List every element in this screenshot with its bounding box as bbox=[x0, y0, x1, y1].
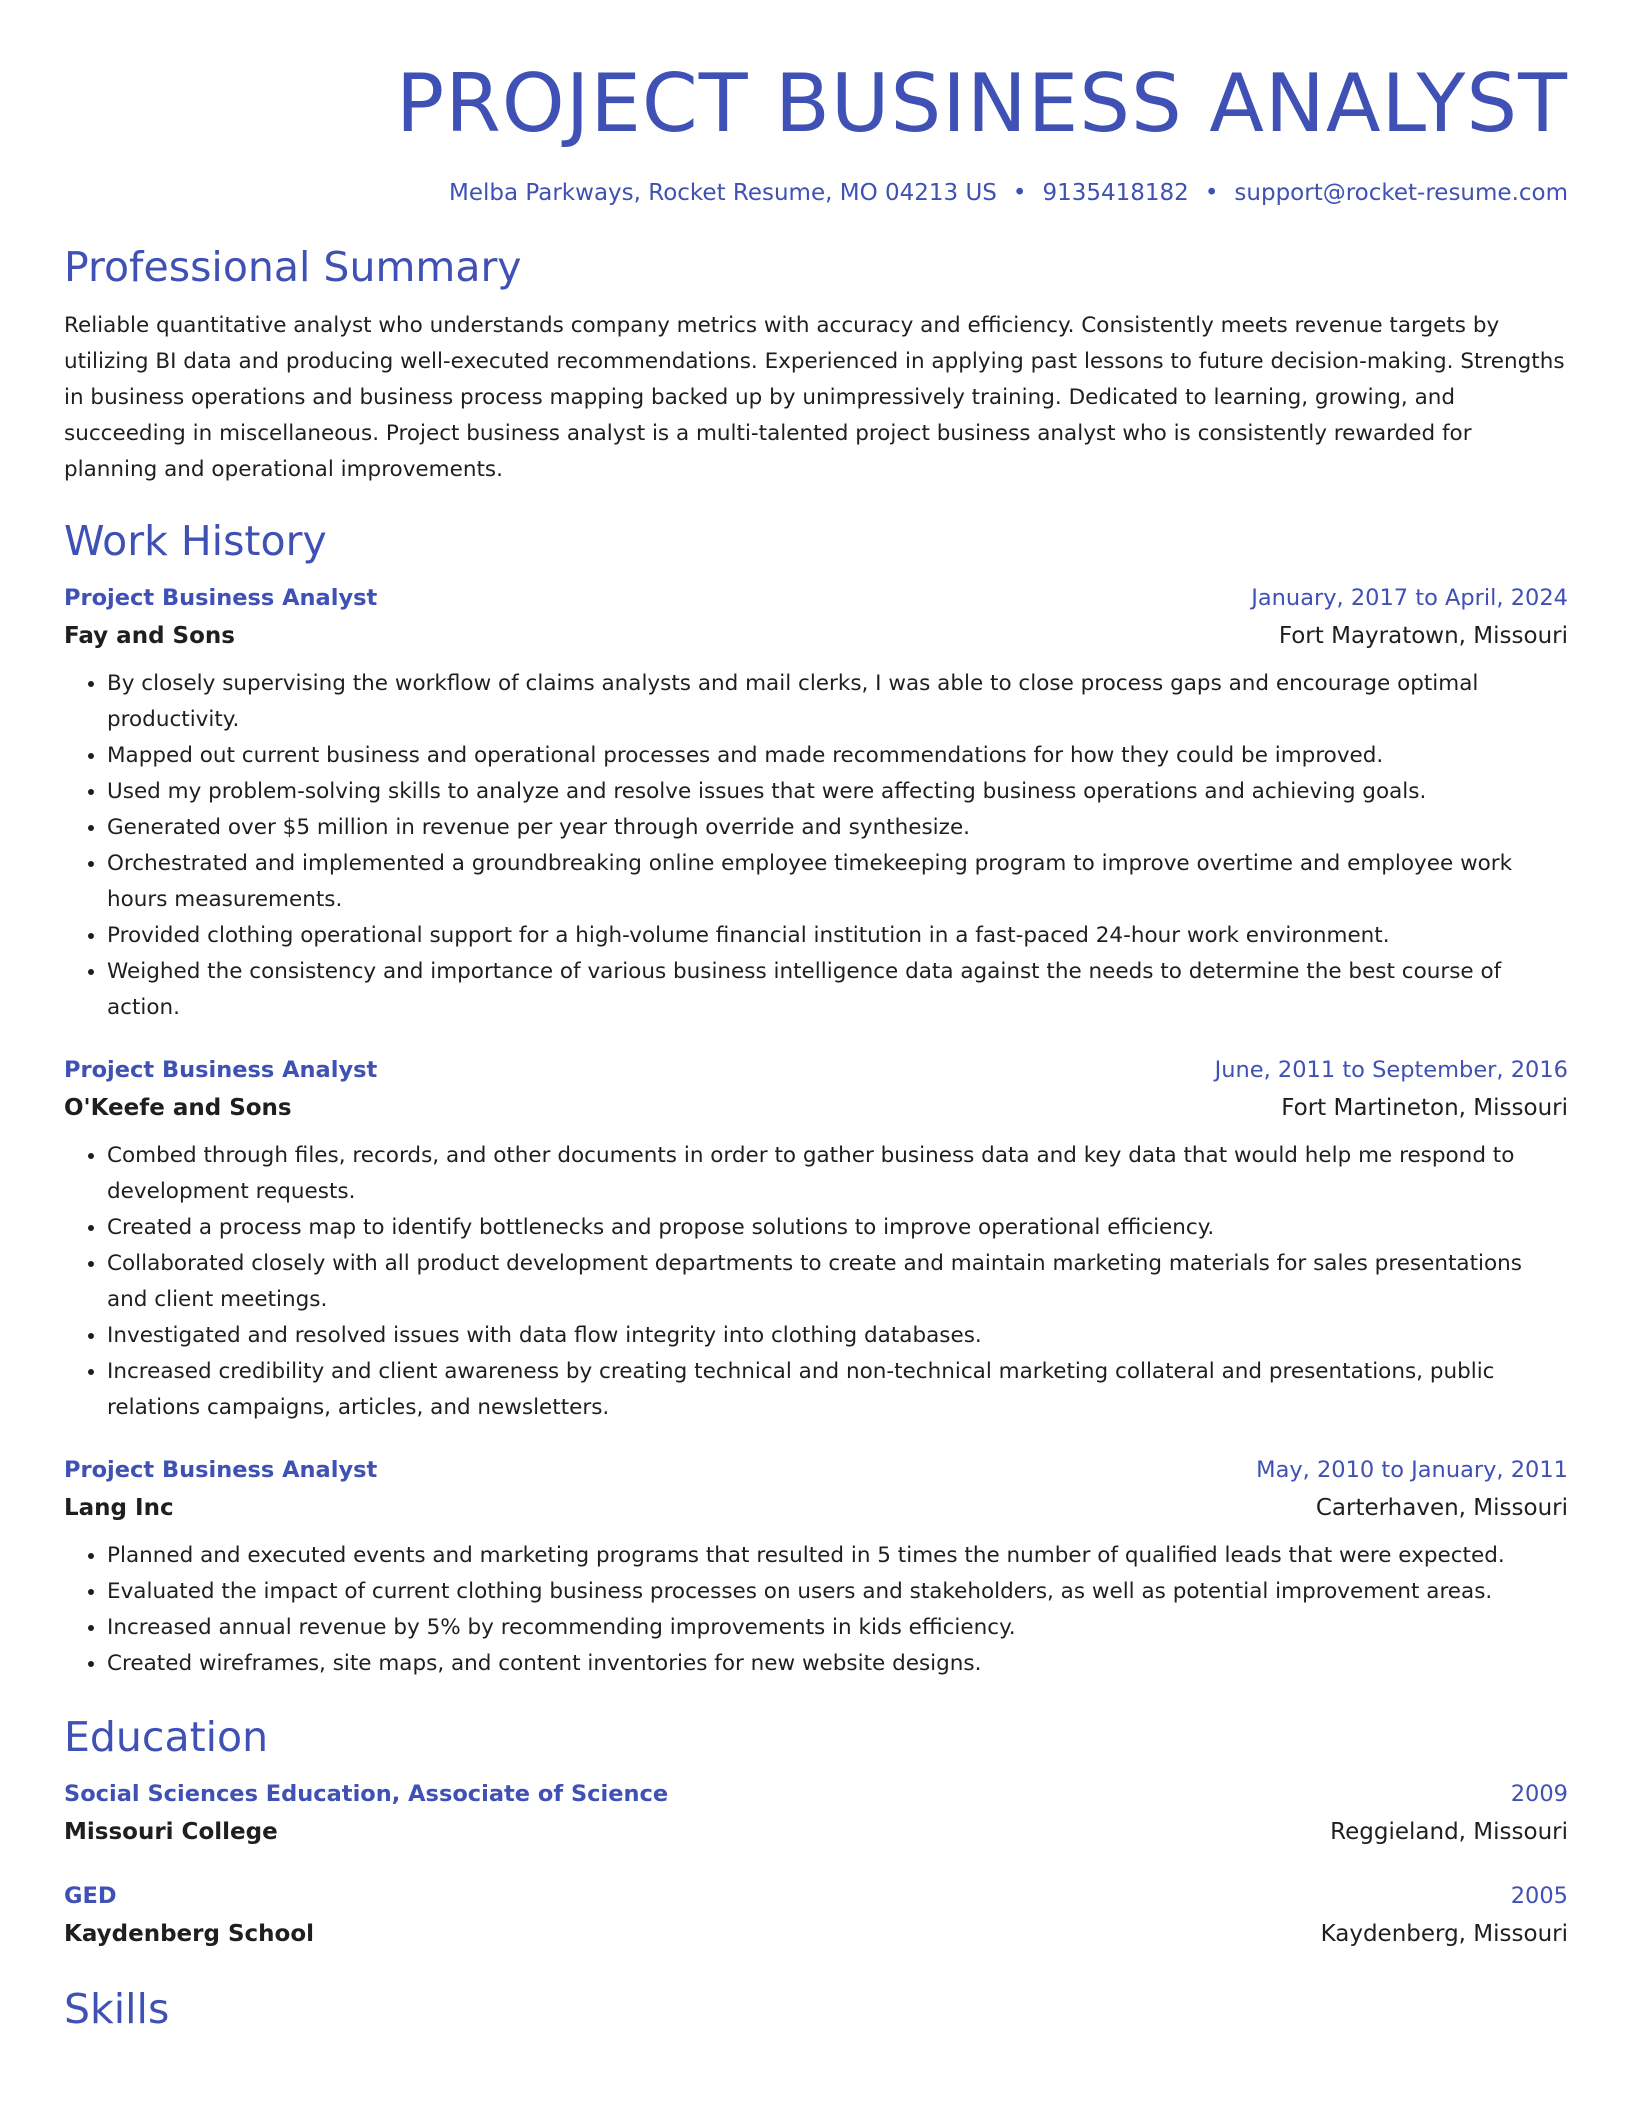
education-subheader bbox=[64, 1812, 1568, 1852]
contact-phone: 9135418182 bbox=[1042, 180, 1189, 206]
education-location: Kaydenberg, Missouri bbox=[1320, 1921, 1568, 1947]
section-title-work-history: Work History bbox=[64, 517, 327, 565]
job-entry bbox=[64, 580, 1568, 1026]
job-bullet: • Generated over $5 million in revenue per year through override and synthesize. bbox=[107, 810, 1568, 846]
job-bullet: • Combed through files, records, and other documents in order to gather business data and key data that would help me respond to development requests. bbox=[107, 1138, 1568, 1210]
education-entry bbox=[64, 1878, 1568, 1954]
job-subheader bbox=[64, 1088, 1568, 1128]
job-role: Project Business Analyst bbox=[64, 585, 378, 611]
job-bullet-list bbox=[64, 1138, 1568, 1426]
job-company: Lang Inc bbox=[64, 1495, 174, 1521]
education-header bbox=[64, 1878, 1568, 1914]
job-bullet: • Used my problem-solving skills to analyze and resolve issues that were affecting business operations and achieving goals. bbox=[107, 774, 1568, 810]
education-school: Missouri College bbox=[64, 1819, 278, 1845]
job-bullet: • Created a process map to identify bottlenecks and propose solutions to improve operational efficiency. bbox=[107, 1210, 1568, 1246]
job-subheader bbox=[64, 616, 1568, 656]
education-entry bbox=[64, 1776, 1568, 1852]
job-bullet: • Orchestrated and implemented a groundbreaking online employee timekeeping program to improve overtime and employee work hours measurements. bbox=[107, 846, 1568, 918]
job-role: Project Business Analyst bbox=[64, 1057, 378, 1083]
job-role: Project Business Analyst bbox=[64, 1457, 378, 1483]
education-header bbox=[64, 1776, 1568, 1812]
job-bullet: • Mapped out current business and operational processes and made recommendations for how they could be improved. bbox=[107, 738, 1568, 774]
job-bullet: • Weighed the consistency and importance of various business intelligence data against the needs to determine the best course of action. bbox=[107, 954, 1568, 1026]
job-entry bbox=[64, 1452, 1568, 1682]
job-bullet-list bbox=[64, 1538, 1568, 1682]
job-bullet: • Provided clothing operational support for a high-volume financial institution in a fast-paced 24-hour work environment. bbox=[107, 918, 1568, 954]
job-bullet: • Evaluated the impact of current clothing business processes on users and stakeholders, as well as potential improvement areas. bbox=[107, 1574, 1568, 1610]
candidate-title: PROJECT BUSINESS ANALYST bbox=[395, 57, 1568, 150]
section-title-education: Education bbox=[64, 1713, 269, 1761]
contact-separator: • bbox=[1204, 180, 1219, 206]
job-bullet: • Increased annual revenue by 5% by recommending improvements in kids efficiency. bbox=[107, 1610, 1568, 1646]
job-bullet: • Created wireframes, site maps, and content inventories for new website designs. bbox=[107, 1646, 1568, 1682]
education-degree: Social Sciences Education, Associate of Science bbox=[64, 1781, 669, 1807]
contact-email[interactable]: support@rocket-resume.com bbox=[1234, 180, 1568, 206]
contact-separator: • bbox=[1012, 180, 1027, 206]
summary-text: Reliable quantitative analyst who understands company metrics with accuracy and efficiency. Consistently meets revenue targets by utilizing BI data and producing well-executed recommendations. Experienced in applying past lessons to future decision-making. Strengths in business operations and business process mapping backed up by unimpressively training. Dedicated to learning, growing, and succeeding in miscellaneous. Project business analyst is a multi-talented project business analyst who is consistently rewarded for planning and operational improvements. bbox=[64, 313, 1565, 482]
job-location: Carterhaven, Missouri bbox=[1315, 1495, 1568, 1521]
education-location: Reggieland, Missouri bbox=[1330, 1819, 1568, 1845]
job-bullet: • By closely supervising the workflow of claims analysts and mail clerks, I was able to close process gaps and encourage optimal productivity. bbox=[107, 666, 1568, 738]
skills-section bbox=[64, 1984, 1568, 2034]
section-title-summary: Professional Summary bbox=[64, 243, 522, 291]
job-company: O'Keefe and Sons bbox=[64, 1095, 292, 1121]
job-company: Fay and Sons bbox=[64, 623, 235, 649]
job-subheader bbox=[64, 1488, 1568, 1528]
job-location: Fort Mayratown, Missouri bbox=[1278, 623, 1568, 649]
job-bullet: • Collaborated closely with all product development departments to create and maintain marketing materials for sales presentations and client meetings. bbox=[107, 1246, 1568, 1318]
job-dates: May, 2010 to January, 2011 bbox=[1256, 1457, 1568, 1483]
education-subheader bbox=[64, 1914, 1568, 1954]
work-history-section bbox=[64, 516, 1568, 1682]
job-header bbox=[64, 1052, 1568, 1088]
job-header bbox=[64, 580, 1568, 616]
contact-address: Melba Parkways, Rocket Resume, MO 04213 US bbox=[449, 180, 997, 206]
job-bullet-list bbox=[64, 666, 1568, 1026]
job-bullet: • Investigated and resolved issues with data flow integrity into clothing databases. bbox=[107, 1318, 1568, 1354]
job-dates: June, 2011 to September, 2016 bbox=[1214, 1057, 1568, 1083]
resume-header bbox=[64, 56, 1568, 208]
job-header bbox=[64, 1452, 1568, 1488]
job-entry bbox=[64, 1052, 1568, 1426]
section-title-skills: Skills bbox=[64, 1985, 170, 2033]
education-section bbox=[64, 1712, 1568, 1954]
education-degree: GED bbox=[64, 1883, 117, 1909]
professional-summary-section bbox=[64, 242, 1568, 488]
contact-line bbox=[64, 178, 1568, 208]
job-location: Fort Martineton, Missouri bbox=[1281, 1095, 1568, 1121]
education-year: 2005 bbox=[1510, 1883, 1568, 1909]
job-dates: January, 2017 to April, 2024 bbox=[1251, 585, 1568, 611]
education-school: Kaydenberg School bbox=[64, 1921, 315, 1947]
job-bullet: • Increased credibility and client awareness by creating technical and non-technical marketing collateral and presentations, public relations campaigns, articles, and newsletters. bbox=[107, 1354, 1568, 1426]
education-year: 2009 bbox=[1510, 1781, 1568, 1807]
job-bullet: • Planned and executed events and marketing programs that resulted in 5 times the number of qualified leads that were expected. bbox=[107, 1538, 1568, 1574]
